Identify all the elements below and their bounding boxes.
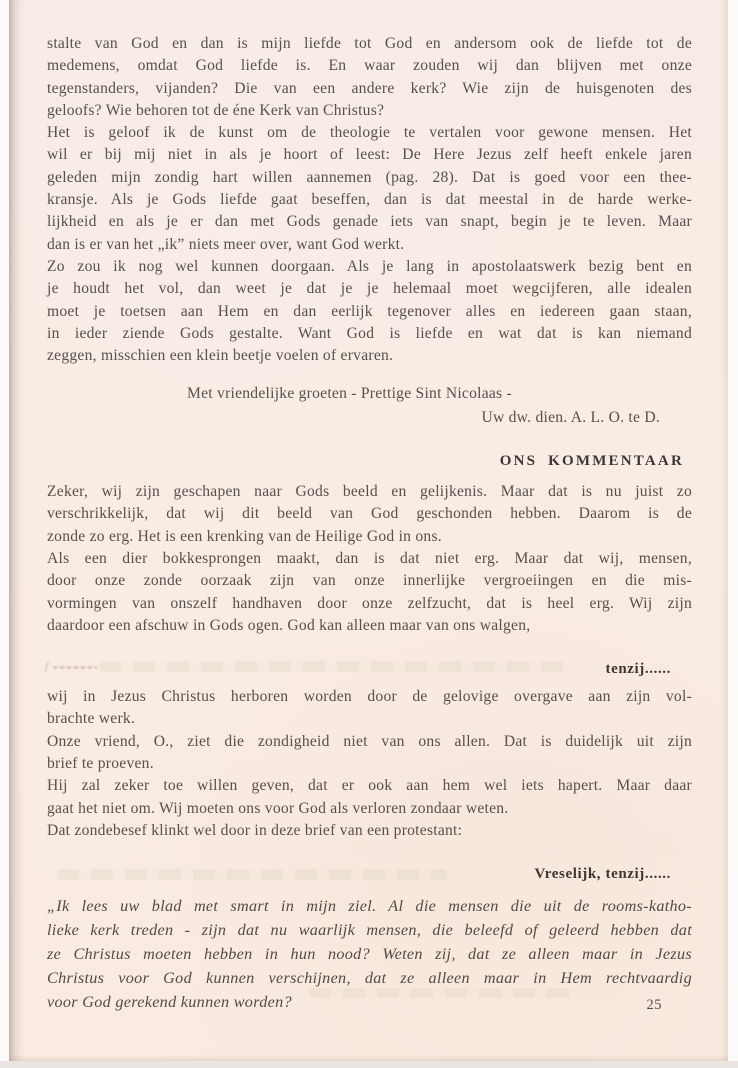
left-edge-shadow bbox=[9, 0, 25, 1061]
closing-greeting: Met vriendelijke groeten - Prettige Sint Nicolaas - bbox=[187, 385, 512, 403]
text-line: vormingen van onszelf handhaven door onze zelfzucht, dat is heel erg. Wij zijn bbox=[47, 594, 692, 612]
text-line: brachte werk. bbox=[47, 710, 136, 728]
quote-paragraph bbox=[47, 894, 692, 1014]
section-heading: ONS KOMMENTAAR bbox=[499, 453, 684, 470]
text-line: geloofs? Wie behoren tot de éne Kerk van Christus? bbox=[47, 101, 385, 119]
text-line: ze Christus moeten hebben in hun nood? Weten zij, dat ze alleen maar in Jezus bbox=[47, 945, 692, 964]
text-line: verschrikkelijk, dat wij dit beeld van God geschonden hebben. Daarom is de bbox=[47, 505, 692, 523]
text-line: Zeker, wij zijn geschapen naar Gods beeld en gelijkenis. Maar dat is nu juist zo bbox=[47, 483, 692, 501]
text-line: Christus voor God kunnen verschijnen, dat ze alleen maar in Hem rechtvaardig bbox=[47, 969, 692, 988]
right-edge-shadow bbox=[720, 0, 728, 1061]
text-line: medemens, omdat God liefde is. En waar zouden wij dan blijven met onze bbox=[47, 57, 692, 75]
text-line: „Ik lees uw blad met smart in mijn ziel. Al die mensen die uit de rooms-katho- bbox=[47, 897, 692, 916]
text-line: gaat het niet om. Wij moeten ons voor God als verloren zondaar weten. bbox=[47, 799, 509, 817]
text-line: brief te proeven. bbox=[47, 755, 154, 773]
text-line: zonde zo erg. Het is een krenking van de Heilige God in ons. bbox=[47, 527, 442, 545]
text-line: Het is geloof ik de kunst om de theologie te vertalen voor gewone mensen. Het bbox=[47, 124, 692, 142]
text-line: Onze vriend, O., ziet die zondigheid niet van ons allen. Dat is duidelijk uit zijn bbox=[47, 732, 692, 750]
signature-line: Uw dw. dien. A. L. O. te D. bbox=[481, 408, 660, 426]
text-line: tegenstanders, vijanden? Die van een andere kerk? Wie zijn de huisgenoten des bbox=[47, 79, 692, 97]
text-line: Hij zal zeker toe willen geven, dat er ook aan hem wel iets hapert. Maar daar bbox=[47, 777, 692, 795]
text-line: kransje. Als je Gods liefde gaat beseffen, dan is dat meestal in de harde werke- bbox=[47, 191, 692, 209]
scan-bottom-strip bbox=[0, 1061, 738, 1068]
text-line: voor God gerekend kunnen worden? bbox=[47, 993, 292, 1012]
text-line: in ieder ziende Gods gestalte. Want God is liefde en wat dat is kan niemand bbox=[47, 324, 692, 342]
body-paragraph bbox=[47, 256, 692, 367]
text-line: moet je toetsen aan Hem en dan eerlijk tegenover alles en iedereen gaan staan, bbox=[47, 302, 692, 320]
text-line: wij in Jezus Christus herboren worden door de gelovige overgave aan zijn vol- bbox=[47, 688, 692, 706]
text-line: Zo zou ik nog wel kunnen doorgaan. Als je lang in apostolaatswerk bezig bent en bbox=[47, 257, 692, 275]
text-line: zeggen, misschien een klein beetje voelen of ervaren. bbox=[47, 347, 394, 365]
page-paper bbox=[9, 0, 728, 1061]
text-line: stalte van God en dan is mijn liefde tot God en andersom ook de liefde tot de bbox=[47, 35, 692, 52]
text-line: je houdt het vol, dan weet je dat je je helemaal moet wegcijferen, alle idealen bbox=[47, 280, 692, 298]
body-paragraph bbox=[47, 33, 692, 122]
text-line: Dat zondebesef klinkt wel door in deze brief van een protestant: bbox=[47, 821, 463, 839]
text-line: lijkheid en als je er dan met Gods genade iets van snapt, begin je te leven. Maar bbox=[47, 213, 692, 231]
page-number: 25 bbox=[646, 997, 662, 1013]
text-line: wil er bij mij niet in als je hoort of leest: De Here Jezus zelf heeft enkele jaren bbox=[47, 146, 692, 164]
body-paragraph bbox=[47, 686, 692, 731]
text-line: lieke kerk treden - zijn dat nu waarlijk mensen, die beleefd of geleerd hebben dat bbox=[47, 921, 692, 940]
page-body bbox=[47, 33, 692, 1014]
body-paragraph bbox=[47, 820, 692, 842]
body-paragraph bbox=[47, 548, 692, 637]
text-line: daardoor een afschuw in Gods ogen. God kan alleen maar van ons walgen, bbox=[47, 616, 531, 634]
flag-word: tenzij...... bbox=[605, 661, 671, 678]
body-paragraph bbox=[47, 731, 692, 776]
text-line: dan is er van het „ik” niets meer over, want God werkt. bbox=[47, 235, 405, 253]
smudge-mark: f bbox=[45, 659, 105, 675]
body-paragraph bbox=[47, 481, 692, 548]
text-line: door onze zonde oorzaak zijn van onze innerlijke vergroeiingen en die mis- bbox=[47, 572, 692, 590]
body-paragraph bbox=[47, 775, 692, 820]
text-line: Als een dier bokkesprongen maakt, dan is dat niet erg. Maar dat wij, mensen, bbox=[47, 549, 692, 567]
flag-word: Vreselijk, tenzij...... bbox=[534, 866, 671, 883]
body-paragraph bbox=[47, 122, 692, 256]
text-line: geleden mijn zondig hart willen aannemen (pag. 28). Dat is goed voor een thee- bbox=[47, 168, 692, 186]
